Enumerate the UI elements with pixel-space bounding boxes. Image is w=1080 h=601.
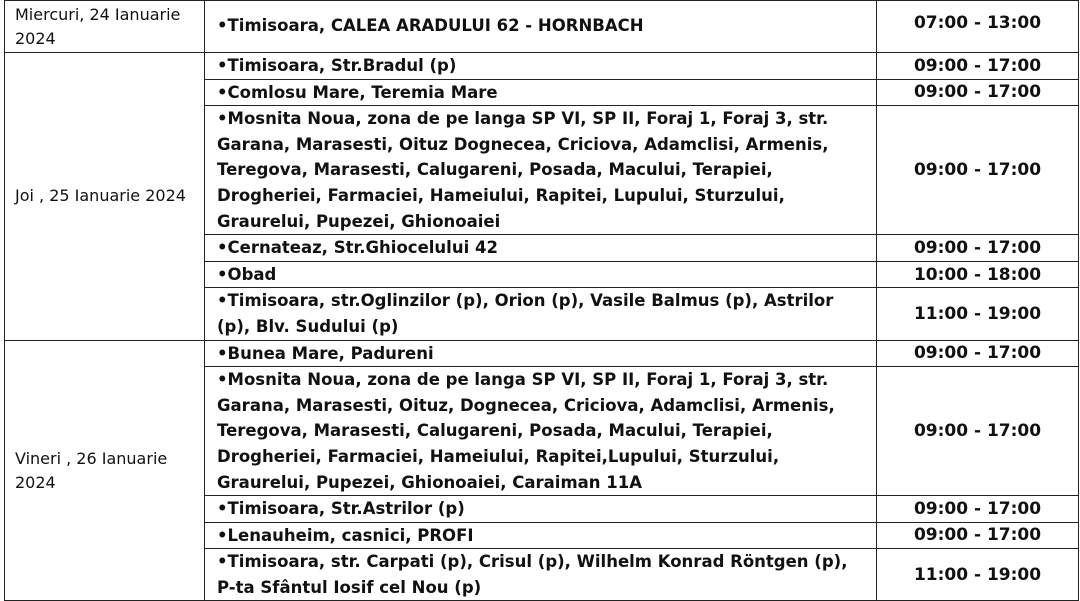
- location-cell: •Mosnita Noua, zona de pe langa SP VI, SP II, Foraj 1, Foraj 3, str. Garana, Marasesti, Oituz, Dognecea, Criciova, Adamclisi, Armenis, Teregova, Marasesti, Calugareni, Posada, Macului, Terapiei, Drogheriei, Farmaciei, Hameiului, Rapitei,Lupului, Sturzului, Graurelui, Pupezei, Ghionoaiei, Caraiman 11A: [205, 367, 877, 496]
- hours-cell: 09:00 - 17:00: [877, 53, 1079, 80]
- day-label: Miercuri, 24 Ianuarie 2024: [5, 1, 205, 53]
- table-row: [5, 1, 1079, 53]
- location-cell: •Mosnita Noua, zona de pe langa SP VI, SP II, Foraj 1, Foraj 3, str. Garana, Marasesti, Oituz Dognecea, Criciova, Adamclisi, Armenis, Teregova, Marasesti, Calugareni, Posada, Macului, Terapiei, Drogheriei, Farmaciei, Hameiului, Rapitei, Lupului, Sturzului, Graurelui, Pupezei, Ghionoaiei: [205, 106, 877, 235]
- location-cell: •Timisoara, str. Carpati (p), Crisul (p), Wilhelm Konrad Röntgen (p), P-ta Sfântul Iosif cel Nou (p): [205, 549, 877, 601]
- hours-cell: 07:00 - 13:00: [877, 1, 1079, 53]
- hours-cell: 09:00 - 17:00: [877, 522, 1079, 549]
- location-cell: •Timisoara, CALEA ARADULUI 62 - HORNBACH: [205, 1, 877, 53]
- day-label: Vineri , 26 Ianuarie 2024: [5, 340, 205, 601]
- location-cell: •Timisoara, Str.Bradul (p): [205, 53, 877, 80]
- hours-cell: 09:00 - 17:00: [877, 340, 1079, 367]
- hours-cell: 09:00 - 17:00: [877, 79, 1079, 106]
- hours-cell: 09:00 - 17:00: [877, 106, 1079, 235]
- location-cell: •Comlosu Mare, Teremia Mare: [205, 79, 877, 106]
- location-cell: •Lenauheim, casnici, PROFI: [205, 522, 877, 549]
- hours-cell: 11:00 - 19:00: [877, 288, 1079, 340]
- location-cell: •Timisoara, Str.Astrilor (p): [205, 496, 877, 523]
- location-cell: •Bunea Mare, Padureni: [205, 340, 877, 367]
- hours-cell: 10:00 - 18:00: [877, 261, 1079, 288]
- hours-cell: 09:00 - 17:00: [877, 367, 1079, 496]
- table-row: [5, 53, 1079, 80]
- day-label: Joi , 25 Ianuarie 2024: [5, 53, 205, 341]
- table-row: [5, 340, 1079, 367]
- hours-cell: 09:00 - 17:00: [877, 235, 1079, 262]
- schedule-table: [4, 0, 1079, 601]
- location-cell: •Timisoara, str.Oglinzilor (p), Orion (p), Vasile Balmus (p), Astrilor (p), Blv. Sudului (p): [205, 288, 877, 340]
- location-cell: •Obad: [205, 261, 877, 288]
- hours-cell: 11:00 - 19:00: [877, 549, 1079, 601]
- location-cell: •Cernateaz, Str.Ghiocelului 42: [205, 235, 877, 262]
- hours-cell: 09:00 - 17:00: [877, 496, 1079, 523]
